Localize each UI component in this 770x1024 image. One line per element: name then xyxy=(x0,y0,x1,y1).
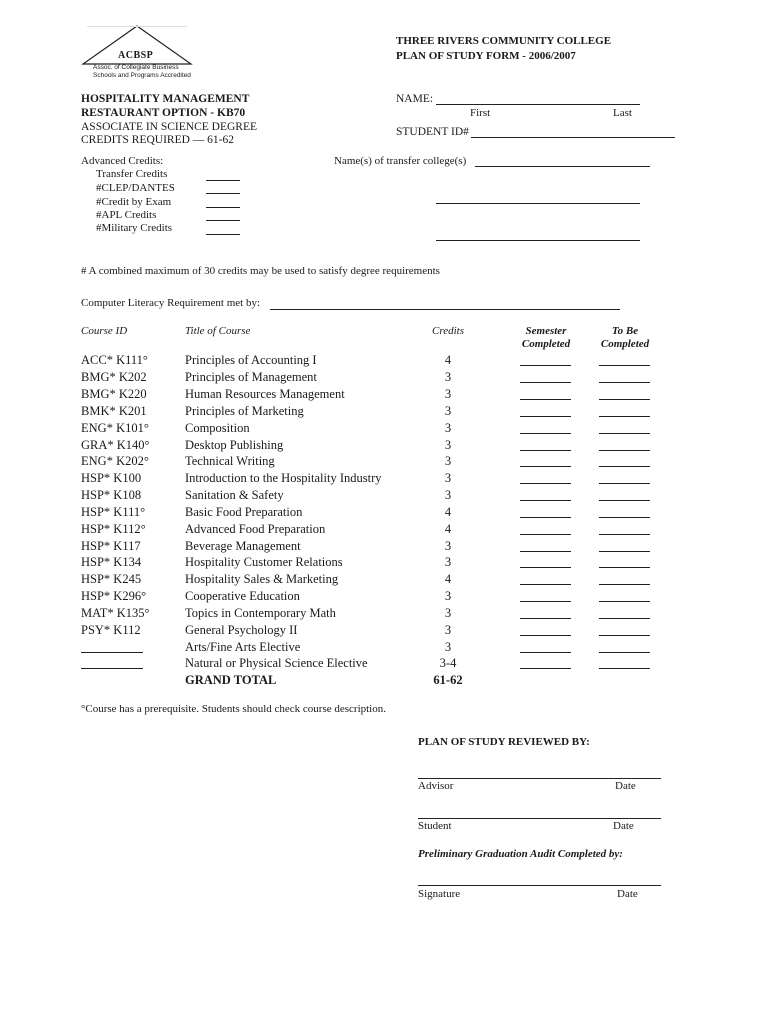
semester-completed-field[interactable] xyxy=(520,668,571,669)
course-title: Principles of Management xyxy=(185,370,317,384)
course-title: Introduction to the Hospitality Industry xyxy=(185,471,382,485)
semester-completed-field[interactable] xyxy=(520,466,571,467)
semester-completed-field[interactable] xyxy=(520,601,571,602)
to-be-completed-field[interactable] xyxy=(599,433,650,434)
course-title: Hospitality Customer Relations xyxy=(185,555,343,569)
program-degree: ASSOCIATE IN SCIENCE DEGREE xyxy=(81,121,258,133)
header-semester: Semester xyxy=(525,325,567,337)
course-credits: 4 xyxy=(444,572,452,586)
table-row xyxy=(0,623,770,640)
to-be-completed-field[interactable] xyxy=(599,551,650,552)
student-signature-field[interactable] xyxy=(418,818,661,819)
course-title: Arts/Fine Arts Elective xyxy=(185,640,301,654)
table-row xyxy=(0,404,770,421)
semester-completed-field[interactable] xyxy=(520,534,571,535)
clep-dantes-field[interactable] xyxy=(206,193,240,194)
to-be-completed-field[interactable] xyxy=(599,466,650,467)
course-id: PSY* K112 xyxy=(81,623,141,637)
course-title: Advanced Food Preparation xyxy=(185,522,326,536)
semester-completed-field[interactable] xyxy=(520,517,571,518)
signature-label: Signature xyxy=(418,888,461,900)
table-row xyxy=(0,522,770,539)
table-row xyxy=(0,438,770,455)
course-credits: 3 xyxy=(444,438,452,452)
semester-completed-field[interactable] xyxy=(520,618,571,619)
semester-completed-field[interactable] xyxy=(520,450,571,451)
semester-completed-field[interactable] xyxy=(520,483,571,484)
computer-literacy-field[interactable] xyxy=(270,309,620,310)
advanced-credit-item: #APL Credits xyxy=(96,209,157,221)
advanced-credit-item: #CLEP/DANTES xyxy=(96,182,175,194)
to-be-completed-field[interactable] xyxy=(599,500,650,501)
course-credits: 4 xyxy=(444,353,452,367)
advanced-credit-item: #Military Credits xyxy=(96,222,173,234)
semester-completed-field[interactable] xyxy=(520,433,571,434)
course-id: ACC* K111° xyxy=(81,353,148,367)
to-be-completed-field[interactable] xyxy=(599,635,650,636)
name-field[interactable] xyxy=(436,104,640,105)
course-title: Technical Writing xyxy=(185,454,275,468)
transfer-college-field-1[interactable] xyxy=(475,166,650,167)
advanced-credits-heading: Advanced Credits: xyxy=(81,155,164,167)
course-id: HSP* K117 xyxy=(81,539,141,553)
to-be-completed-field[interactable] xyxy=(599,517,650,518)
table-row xyxy=(0,454,770,471)
student-label: Student xyxy=(418,820,452,832)
combined-max-note: # A combined maximum of 30 credits may be used to satisfy degree requirements xyxy=(81,265,440,277)
student-date-label: Date xyxy=(613,820,634,832)
form-title: PLAN OF STUDY FORM - 2006/2007 xyxy=(396,50,576,62)
first-label: First xyxy=(470,107,491,119)
course-title: Hospitality Sales & Marketing xyxy=(185,572,339,586)
apl-credits-field[interactable] xyxy=(206,220,240,221)
table-row xyxy=(0,606,770,623)
course-id: BMG* K220 xyxy=(81,387,147,401)
header-course-id: Course ID xyxy=(81,325,128,337)
semester-completed-field[interactable] xyxy=(520,382,571,383)
transfer-college-label: Name(s) of transfer college(s) xyxy=(334,155,467,167)
course-id: GRA* K140° xyxy=(81,438,150,452)
course-id: ENG* K101° xyxy=(81,421,149,435)
to-be-completed-field[interactable] xyxy=(599,567,650,568)
semester-completed-field[interactable] xyxy=(520,500,571,501)
course-credits: 3 xyxy=(444,454,452,468)
semester-completed-field[interactable] xyxy=(520,399,571,400)
header-credits: Credits xyxy=(432,325,464,337)
to-be-completed-field[interactable] xyxy=(599,601,650,602)
computer-literacy-label: Computer Literacy Requirement met by: xyxy=(81,297,261,309)
to-be-completed-field[interactable] xyxy=(599,416,650,417)
course-id: MAT* K135° xyxy=(81,606,150,620)
elective-course-id-field[interactable] xyxy=(81,668,143,669)
audit-date-label: Date xyxy=(617,888,638,900)
course-credits: 3 xyxy=(444,589,452,603)
advisor-signature-field[interactable] xyxy=(418,778,661,779)
course-credits: 3 xyxy=(444,555,452,569)
course-credits: 3 xyxy=(444,404,452,418)
grand-total-label: GRAND TOTAL xyxy=(185,673,277,687)
transfer-college-field-3[interactable] xyxy=(436,240,640,241)
header-to-be-completed: Completed xyxy=(600,338,650,350)
course-credits: 3 xyxy=(444,606,452,620)
college-name: THREE RIVERS COMMUNITY COLLEGE xyxy=(396,35,612,47)
transfer-credits-field[interactable] xyxy=(206,180,240,181)
table-row xyxy=(0,421,770,438)
last-label: Last xyxy=(613,107,632,119)
logo-line-1: Assoc. of Collegiate Business xyxy=(93,64,179,71)
course-title: Basic Food Preparation xyxy=(185,505,303,519)
transfer-college-field-2[interactable] xyxy=(436,203,640,204)
semester-completed-field[interactable] xyxy=(520,416,571,417)
course-credits: 3 xyxy=(444,488,452,502)
course-title: Principles of Accounting I xyxy=(185,353,317,367)
course-title: Sanitation & Safety xyxy=(185,488,284,502)
course-title: Human Resources Management xyxy=(185,387,345,401)
program-title: HOSPITALITY MANAGEMENT xyxy=(81,93,250,105)
to-be-completed-field[interactable] xyxy=(599,584,650,585)
to-be-completed-field[interactable] xyxy=(599,382,650,383)
course-credits: 3 xyxy=(444,539,452,553)
course-credits: 3 xyxy=(444,623,452,637)
to-be-completed-field[interactable] xyxy=(599,483,650,484)
course-credits: 3 xyxy=(444,387,452,401)
table-row xyxy=(0,353,770,370)
course-id: HSP* K112° xyxy=(81,522,146,536)
course-title: Desktop Publishing xyxy=(185,438,284,452)
logo-line-2: Schools and Programs Accredited xyxy=(93,72,191,79)
table-row xyxy=(0,370,770,387)
course-id: HSP* K111° xyxy=(81,505,146,519)
header-semester-completed: Completed xyxy=(521,338,571,350)
course-id: ENG* K202° xyxy=(81,454,149,468)
credit-by-exam-field[interactable] xyxy=(206,207,240,208)
to-be-completed-field[interactable] xyxy=(599,450,650,451)
course-credits: 3 xyxy=(444,471,452,485)
table-row xyxy=(0,656,770,673)
credits-required: CREDITS REQUIRED — 61-62 xyxy=(81,134,235,146)
course-title: Beverage Management xyxy=(185,539,301,553)
review-heading: PLAN OF STUDY REVIEWED BY: xyxy=(418,736,590,748)
course-id: BMG* K202 xyxy=(81,370,147,384)
advisor-date-label: Date xyxy=(615,780,636,792)
military-credits-field[interactable] xyxy=(206,234,240,235)
semester-completed-field[interactable] xyxy=(520,551,571,552)
table-row xyxy=(0,589,770,606)
course-id: HSP* K296° xyxy=(81,589,147,603)
table-row xyxy=(0,488,770,505)
table-row xyxy=(0,505,770,522)
table-row xyxy=(0,539,770,556)
table-row xyxy=(0,471,770,488)
table-row xyxy=(0,572,770,589)
semester-completed-field[interactable] xyxy=(520,365,571,366)
semester-completed-field[interactable] xyxy=(520,567,571,568)
to-be-completed-field[interactable] xyxy=(599,399,650,400)
student-id-label: STUDENT ID# xyxy=(396,126,469,138)
course-credits: 4 xyxy=(444,522,452,536)
to-be-completed-field[interactable] xyxy=(599,652,650,653)
course-credits: 3 xyxy=(444,640,452,654)
course-title: Composition xyxy=(185,421,250,435)
course-title: Natural or Physical Science Elective xyxy=(185,656,368,670)
elective-course-id-field[interactable] xyxy=(81,652,143,653)
grand-total-value: 61-62 xyxy=(433,673,463,687)
course-title: General Psychology II xyxy=(185,623,298,637)
course-credits: 3 xyxy=(444,421,452,435)
header-title: Title of Course xyxy=(185,325,251,337)
course-title: Topics in Contemporary Math xyxy=(185,606,336,620)
course-id: HSP* K108 xyxy=(81,488,142,502)
name-label: NAME: xyxy=(396,93,434,105)
advanced-credit-item: Transfer Credits xyxy=(96,168,168,180)
table-row xyxy=(0,640,770,657)
course-title: Cooperative Education xyxy=(185,589,300,603)
audit-heading: Preliminary Graduation Audit Completed by: xyxy=(418,848,623,860)
table-row xyxy=(0,555,770,572)
semester-completed-field[interactable] xyxy=(520,584,571,585)
to-be-completed-field[interactable] xyxy=(599,534,650,535)
course-id: HSP* K134 xyxy=(81,555,142,569)
course-id: HSP* K100 xyxy=(81,471,142,485)
to-be-completed-field[interactable] xyxy=(599,365,650,366)
course-credits: 3 xyxy=(444,370,452,384)
to-be-completed-field[interactable] xyxy=(599,618,650,619)
course-id: BMK* K201 xyxy=(81,404,147,418)
course-credits: 3-4 xyxy=(439,656,457,670)
course-title: Principles of Marketing xyxy=(185,404,304,418)
table-row xyxy=(0,387,770,404)
advanced-credit-item: #Credit by Exam xyxy=(96,196,172,208)
prerequisite-note: °Course has a prerequisite. Students should check course description. xyxy=(81,703,386,715)
program-option: RESTAURANT OPTION - KB70 xyxy=(81,107,246,119)
accreditation-logo xyxy=(81,24,193,82)
semester-completed-field[interactable] xyxy=(520,635,571,636)
advisor-label: Advisor xyxy=(418,780,454,792)
course-id: HSP* K245 xyxy=(81,572,142,586)
course-credits: 4 xyxy=(444,505,452,519)
audit-signature-field[interactable] xyxy=(418,885,661,886)
logo-acronym: ACBSP xyxy=(118,50,154,61)
header-to-be: To Be xyxy=(611,325,639,337)
semester-completed-field[interactable] xyxy=(520,652,571,653)
to-be-completed-field[interactable] xyxy=(599,668,650,669)
student-id-field[interactable] xyxy=(471,137,675,138)
